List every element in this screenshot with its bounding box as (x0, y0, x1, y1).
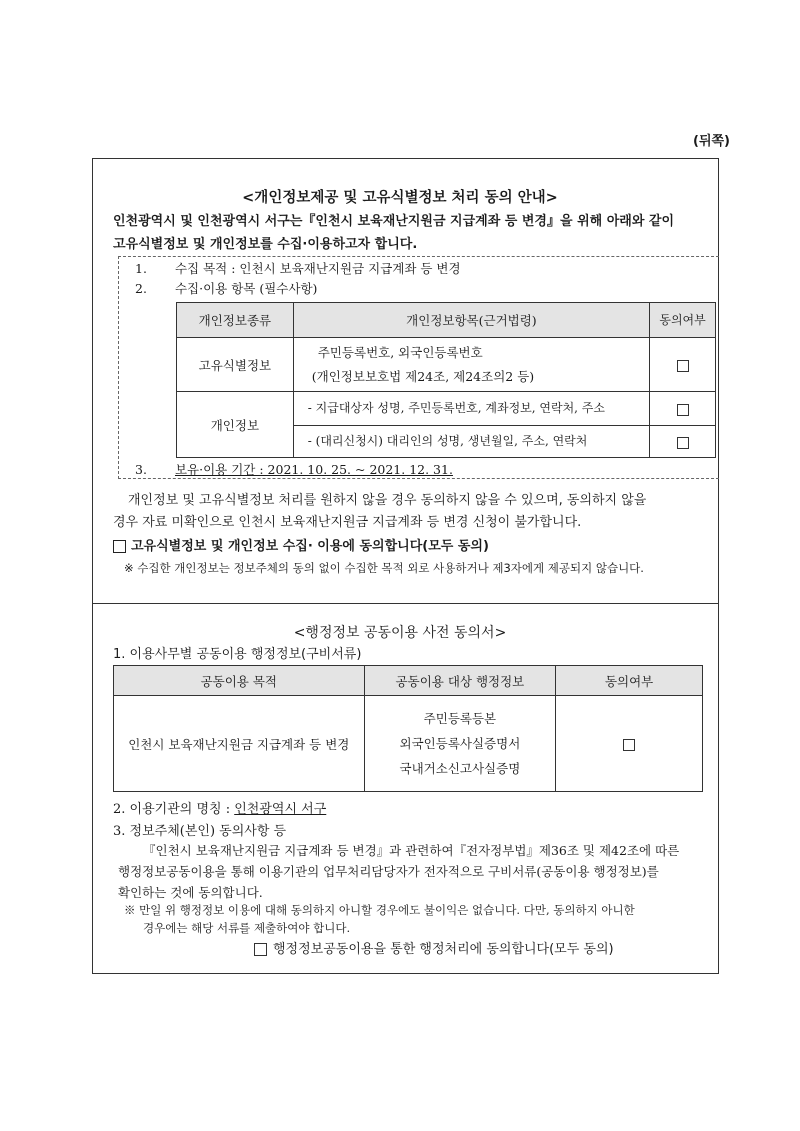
admin-info-table (113, 665, 703, 792)
consent-cell (650, 392, 716, 426)
item-number: 2. (135, 281, 147, 296)
column-header: 동의여부 (556, 666, 703, 696)
column-header: 개인정보항목(근거법령) (293, 303, 649, 338)
admin-note-line1: ※ 만일 위 행정정보 이용에 대해 동의하지 아니할 경우에도 불이익은 없습니다. 다만, 동의하지 아니한 (124, 903, 635, 917)
item-text: 수집 목적 : 인천시 보육재난지원금 지급계좌 등 변경 (174, 261, 461, 276)
column-header: 공동이용 목적 (114, 666, 365, 696)
shared-doc: 국내거소신고사실증명 (399, 761, 521, 776)
info-items-line: 주민등록번호, 외국인등록번호 (317, 344, 483, 360)
page-side-label: (뒤쪽) (693, 134, 730, 149)
admin-consent-checkbox[interactable] (254, 943, 267, 956)
consent-cell (650, 338, 716, 392)
privacy-intro-line2: 고유식별정보 및 개인정보를 수집·이용하고자 합니다. (113, 237, 418, 252)
usage-purpose-cell: 인천시 보육재난지원금 지급계좌 등 변경 (114, 696, 365, 792)
info-items-line: (개인정보보호법 제24조, 제24조의2 등) (311, 368, 535, 384)
admin-section1-heading: 1. 이용사무별 공동이용 행정정보(구비서류) (113, 647, 362, 662)
refusal-notice-line1: 개인정보 및 고유식별정보 처리를 원하지 않을 경우 동의하지 않을 수 있으며, 동의하지 않을 (128, 493, 647, 508)
privacy-note: ※ 수집한 개인정보는 정보주체의 동의 없이 수집한 목적 외로 사용하거나 제3자에게 제공되지 않습니다. (124, 561, 644, 575)
admin-consent-body-line2: 행정정보공동이용을 통해 이용기관의 업무처리담당자가 전자적으로 구비서류(공동이용 행정정보)를 (118, 864, 659, 879)
admin-consent-body-line1: 『인천시 보육재난지원금 지급계좌 등 변경』과 관련하여『전자정부법』제36조 및 제42조에 따른 (143, 843, 680, 858)
consent-cell (556, 696, 703, 792)
admin-section2 (113, 798, 326, 817)
privacy-intro-line1: 인천광역시 및 인천광역시 서구는『인천시 보육재난지원금 지급계좌 등 변경』을 위해 아래와 같이 (113, 214, 675, 229)
privacy-consent-option (113, 535, 489, 554)
consent-checkbox[interactable] (677, 404, 689, 416)
privacy-consent-label: 고유식별정보 및 개인정보 수집· 이용에 동의합니다(모두 동의) (131, 539, 489, 554)
column-header: 개인정보종류 (177, 303, 294, 338)
table-row (177, 392, 716, 426)
consent-checkbox[interactable] (623, 739, 635, 751)
privacy-consent-checkbox[interactable] (113, 540, 126, 553)
column-header: 공동이용 대상 행정정보 (364, 666, 556, 696)
info-type-cell: 개인정보 (177, 392, 294, 458)
table-header-row (177, 303, 716, 338)
column-header: 동의여부 (650, 303, 716, 338)
shared-doc: 외국인등록사실증명서 (399, 736, 521, 751)
info-items-cell: - 지급대상자 성명, 주민등록번호, 계좌정보, 연락처, 주소 (293, 392, 649, 426)
refusal-notice-line2: 경우 자료 미확인으로 인천시 보육재난지원금 지급계좌 등 변경 신청이 불가합니다. (113, 515, 582, 530)
info-items-cell: - (대리신청시) 대리인의 성명, 생년월일, 주소, 연락처 (293, 426, 649, 458)
collection-items (135, 279, 317, 297)
retention-period (135, 460, 453, 478)
item-text: 수집·이용 항목 (필수사항) (174, 281, 318, 296)
admin-note-line2: 경우에는 해당 서류를 제출하여야 합니다. (143, 921, 351, 935)
shared-docs-cell (364, 696, 556, 792)
table-row (114, 696, 703, 792)
admin-consent-option (254, 938, 614, 957)
admin-consent-title: <행정정보 공동이용 사전 동의서> (293, 625, 507, 641)
privacy-items-table (176, 302, 716, 458)
admin-consent-body-line3: 확인하는 것에 동의합니다. (118, 885, 263, 900)
admin-section3-heading: 3. 정보주체(본인) 동의사항 등 (113, 824, 287, 839)
admin-consent-label: 행정정보공동이용을 통한 행정처리에 동의합니다(모두 동의) (273, 942, 614, 957)
agency-label: 2. 이용기관의 명칭 : (113, 802, 235, 817)
item-text: 보유·이용 기간 : 2021. 10. 25. ~ 2021. 12. 31. (174, 462, 453, 477)
info-type-cell: 고유식별정보 (177, 338, 294, 392)
consent-checkbox[interactable] (677, 360, 689, 372)
collection-purpose (135, 259, 461, 277)
table-header-row (114, 666, 703, 696)
info-items-cell (293, 338, 649, 392)
agency-name: 인천광역시 서구 (234, 802, 327, 817)
consent-checkbox[interactable] (677, 437, 689, 449)
shared-doc: 주민등록등본 (423, 711, 497, 726)
privacy-title: <개인정보제공 및 고유식별정보 처리 동의 안내> (242, 190, 558, 206)
table-row (177, 338, 716, 392)
item-number: 1. (135, 261, 147, 276)
item-number: 3. (135, 462, 147, 477)
consent-cell (650, 426, 716, 458)
section-divider (92, 603, 719, 604)
